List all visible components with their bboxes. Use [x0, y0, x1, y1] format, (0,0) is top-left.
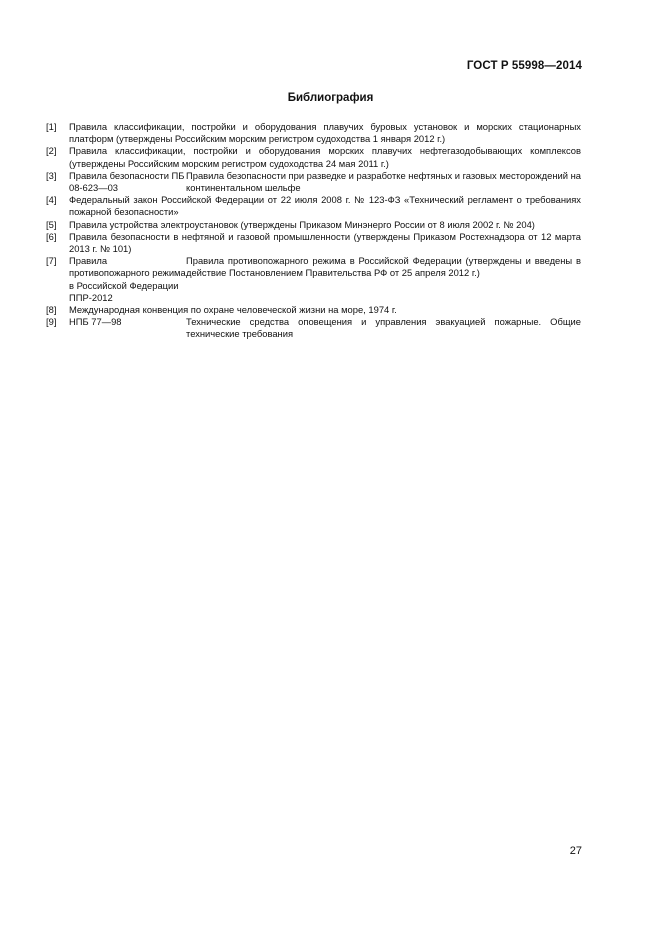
bibliography-entry-8 [46, 304, 581, 316]
entry-number: [4] [46, 194, 57, 206]
entry-full-title: Правила противопожарного режима в Российской Федерации (утверждены и введены в действие Постановлением Правительства РФ от 25 апреля 2012 г.) [186, 255, 581, 279]
bibliography-entry-2 [46, 145, 581, 169]
entry-text: Международная конвенция по охране человеческой жизни на море, 1974 г. [69, 304, 397, 316]
bibliography-heading: Библиография [287, 92, 374, 104]
entry-text: Федеральный закон Российской Федерации от 22 июля 2008 г. № 123-ФЗ «Технический регламент о требованиях пожарной безопасности» [69, 194, 581, 218]
bibliography-entry-9 [46, 316, 581, 340]
bibliography-entry-1 [46, 121, 581, 145]
entry-short-title: НПБ 77—98 [69, 316, 122, 328]
document-code: ГОСТ Р 55998—2014 [466, 60, 582, 72]
entry-number: [3] [46, 169, 57, 181]
entry-number: [6] [46, 230, 57, 242]
entry-text: Правила безопасности в нефтяной и газовой промышленности (утверждены Приказом Ростехнадзора от 12 марта 2013 г. № 101) [69, 230, 581, 255]
page-number: 27 [569, 845, 582, 857]
entry-short-title: Правила безопасности ПБ 08-623—03 [69, 169, 185, 194]
entry-number: [8] [46, 304, 57, 316]
entry-number: [9] [46, 316, 57, 328]
bibliography-entry-4 [46, 194, 581, 218]
entry-full-title: Правила безопасности при разведке и разработке нефтяных и газовых месторождений на континентальном шельфе [186, 169, 581, 194]
entry-text: Правила классификации, постройки и оборудования плавучих буровых установок и морских стационарных платформ (утверждены Российским морским регистром судоходства 1 января 2012 г.) [69, 121, 581, 145]
bibliography-entry-5 [46, 219, 581, 231]
bibliography-entry-7 [46, 255, 581, 304]
entry-text: Правила классификации, постройки и оборудования морских плавучих нефтегазодобывающих комплексов (утверждены Российским морским регистром судоходства 24 мая 2011 г.) [69, 145, 581, 169]
bibliography-list [46, 121, 581, 341]
entry-full-title: Технические средства оповещения и управления эвакуацией пожарные. Общие технические требования [186, 316, 581, 340]
bibliography-entry-3 [46, 170, 581, 194]
bibliography-entry-6 [46, 231, 581, 255]
entry-number: [1] [46, 121, 57, 132]
entry-number: [7] [46, 255, 57, 267]
entry-number: [5] [46, 218, 57, 230]
entry-number: [2] [46, 145, 57, 157]
entry-text: Правила устройства электроустановок (утверждены Приказом Минэнерго России от 8 июля 2002 г. № 204) [69, 218, 535, 230]
entry-short-title: Правила противопожарного режима в Российской Федерации ППР-2012 [69, 255, 186, 303]
